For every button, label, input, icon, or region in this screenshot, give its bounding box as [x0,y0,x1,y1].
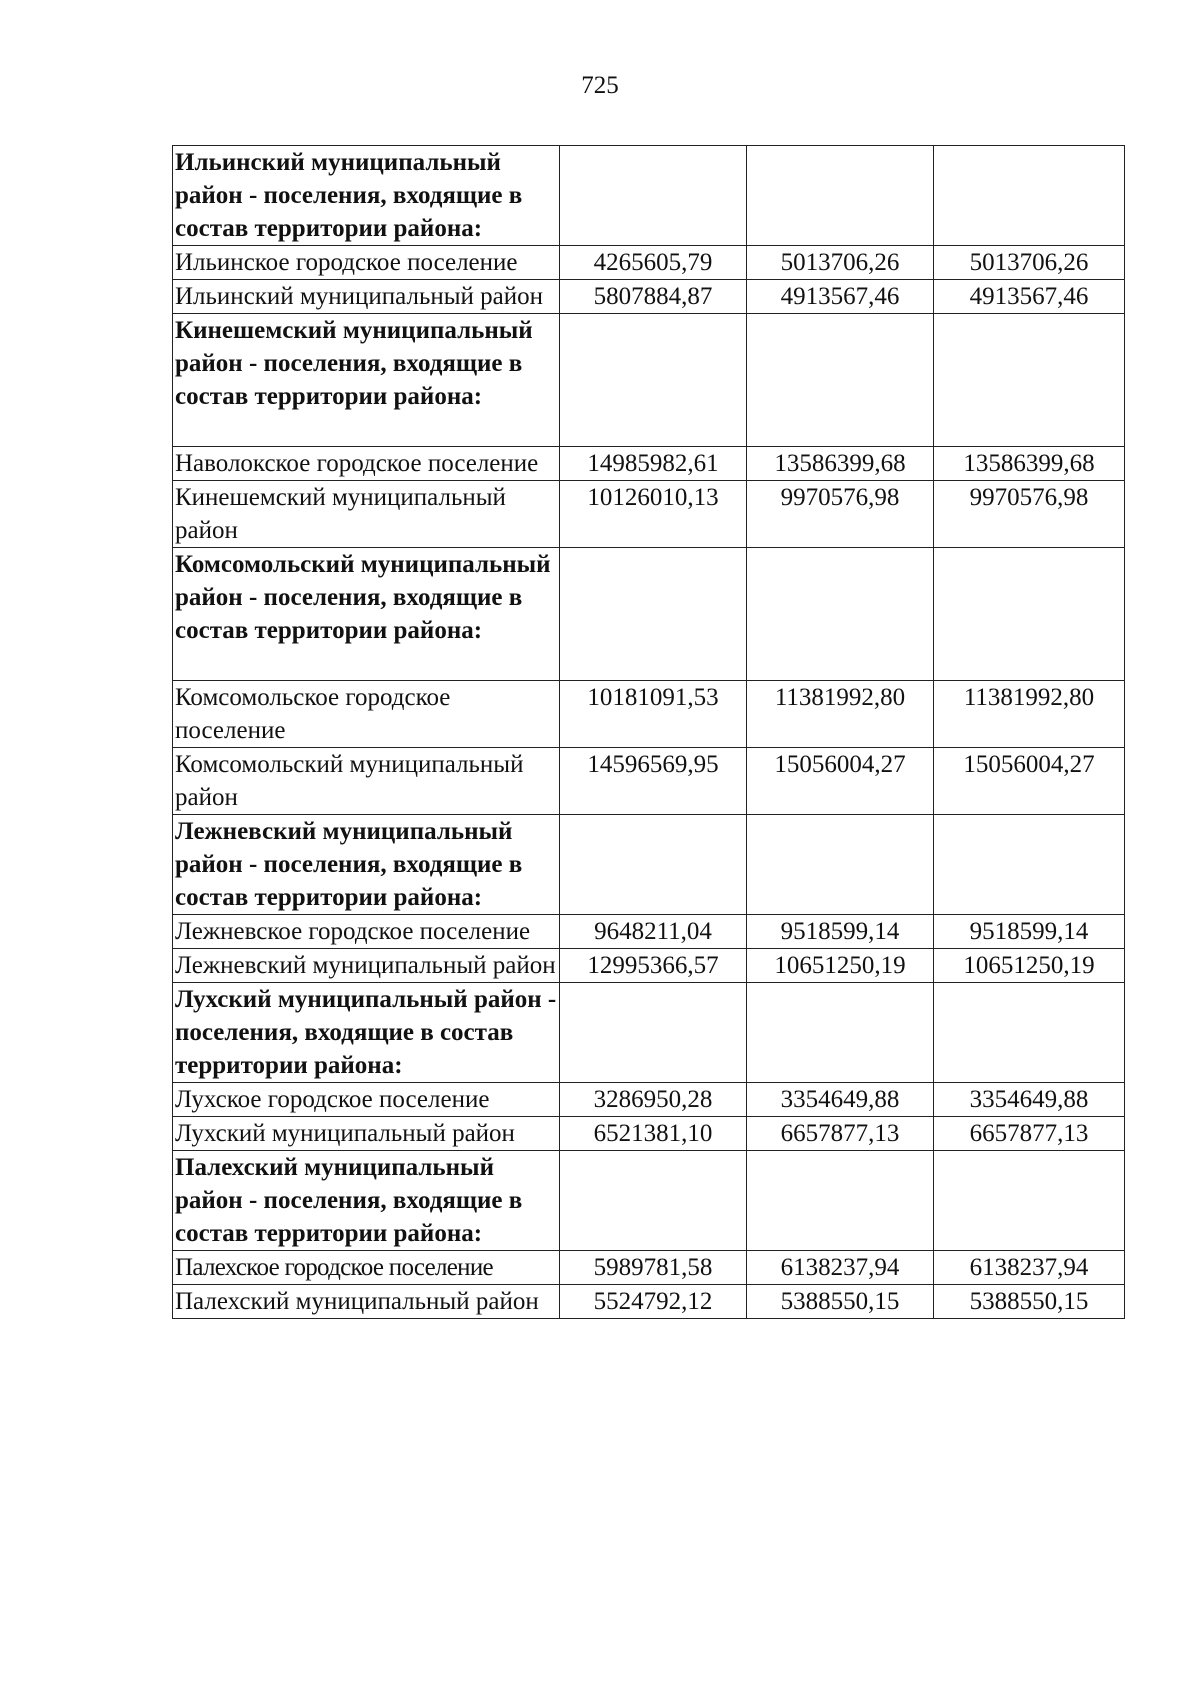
group-heading: Лежневский муниципальный район - поселения, входящие в состав территории района: [173,815,560,915]
empty-cell [934,314,1125,447]
empty-cell [934,983,1125,1083]
empty-cell [934,146,1125,246]
empty-cell [747,548,934,681]
value-cell-3: 15056004,27 [934,748,1125,815]
empty-cell [560,815,747,915]
value-cell-3: 5013706,26 [934,246,1125,280]
empty-cell [934,1151,1125,1251]
value-cell-2: 11381992,80 [747,681,934,748]
table-row [173,949,1125,983]
group-heading: Комсомольский муниципальный район - поселения, входящие в состав территории района: [173,548,560,681]
table-row [173,748,1125,815]
value-cell-3: 3354649,88 [934,1083,1125,1117]
empty-cell [934,548,1125,681]
value-cell-3: 9518599,14 [934,915,1125,949]
value-cell-3: 6138237,94 [934,1251,1125,1285]
empty-cell [747,815,934,915]
row-name: Кинешемский муниципальный район [173,481,560,548]
table-row-group [173,815,1125,915]
row-name: Палехский муниципальный район [173,1285,560,1319]
value-cell-2: 13586399,68 [747,447,934,481]
table-body [173,146,1125,1319]
value-cell-3: 13586399,68 [934,447,1125,481]
page-number: 725 [581,72,619,99]
row-name: Комсомольский муниципальный район [173,748,560,815]
group-heading: Палехский муниципальный район - поселения, входящие в состав территории района: [173,1151,560,1251]
value-cell-3: 5388550,15 [934,1285,1125,1319]
empty-cell [934,815,1125,915]
value-cell-2: 9518599,14 [747,915,934,949]
empty-cell [560,146,747,246]
value-cell-1: 14596569,95 [560,748,747,815]
value-cell-1: 10126010,13 [560,481,747,548]
value-cell-1: 6521381,10 [560,1117,747,1151]
empty-cell [560,983,747,1083]
empty-cell [747,314,934,447]
row-name: Палехское городское поселение [173,1251,560,1285]
value-cell-1: 10181091,53 [560,681,747,748]
empty-cell [747,983,934,1083]
value-cell-2: 5388550,15 [747,1285,934,1319]
budget-table [172,145,1125,1319]
table-row [173,1117,1125,1151]
empty-cell [560,314,747,447]
table-row-group [173,548,1125,681]
table-row [173,1251,1125,1285]
empty-cell [747,1151,934,1251]
row-name: Лухское городское поселение [173,1083,560,1117]
value-cell-2: 4913567,46 [747,280,934,314]
group-heading: Кинешемский муниципальный район - поселения, входящие в состав территории района: [173,314,560,447]
row-name: Лухский муниципальный район [173,1117,560,1151]
row-name: Лежневский муниципальный район [173,949,560,983]
value-cell-1: 3286950,28 [560,1083,747,1117]
value-cell-2: 6657877,13 [747,1117,934,1151]
table-row-group [173,983,1125,1083]
table-row [173,915,1125,949]
value-cell-3: 9970576,98 [934,481,1125,548]
table-row [173,447,1125,481]
table-row [173,246,1125,280]
value-cell-1: 14985982,61 [560,447,747,481]
table-row-group [173,146,1125,246]
value-cell-3: 11381992,80 [934,681,1125,748]
value-cell-2: 6138237,94 [747,1251,934,1285]
empty-cell [560,548,747,681]
value-cell-3: 10651250,19 [934,949,1125,983]
table-row [173,681,1125,748]
value-cell-1: 5807884,87 [560,280,747,314]
value-cell-2: 5013706,26 [747,246,934,280]
value-cell-2: 15056004,27 [747,748,934,815]
value-cell-3: 4913567,46 [934,280,1125,314]
value-cell-1: 5524792,12 [560,1285,747,1319]
row-name: Ильинский муниципальный район [173,280,560,314]
row-name: Наволокское городское поселение [173,447,560,481]
table-row-group [173,314,1125,447]
table-row [173,1083,1125,1117]
value-cell-1: 5989781,58 [560,1251,747,1285]
row-name: Ильинское городское поселение [173,246,560,280]
table-row [173,481,1125,548]
group-heading: Лухский муниципальный район - поселения, входящие в состав территории района: [173,983,560,1083]
value-cell-1: 12995366,57 [560,949,747,983]
value-cell-2: 10651250,19 [747,949,934,983]
table-row-group [173,1151,1125,1251]
empty-cell [747,146,934,246]
row-name: Комсомольское городское поселение [173,681,560,748]
value-cell-3: 6657877,13 [934,1117,1125,1151]
empty-cell [560,1151,747,1251]
value-cell-1: 4265605,79 [560,246,747,280]
value-cell-2: 9970576,98 [747,481,934,548]
table-row [173,280,1125,314]
row-name: Лежневское городское поселение [173,915,560,949]
value-cell-2: 3354649,88 [747,1083,934,1117]
table-row [173,1285,1125,1319]
group-heading: Ильинский муниципальный район - поселения, входящие в состав территории района: [173,146,560,246]
value-cell-1: 9648211,04 [560,915,747,949]
